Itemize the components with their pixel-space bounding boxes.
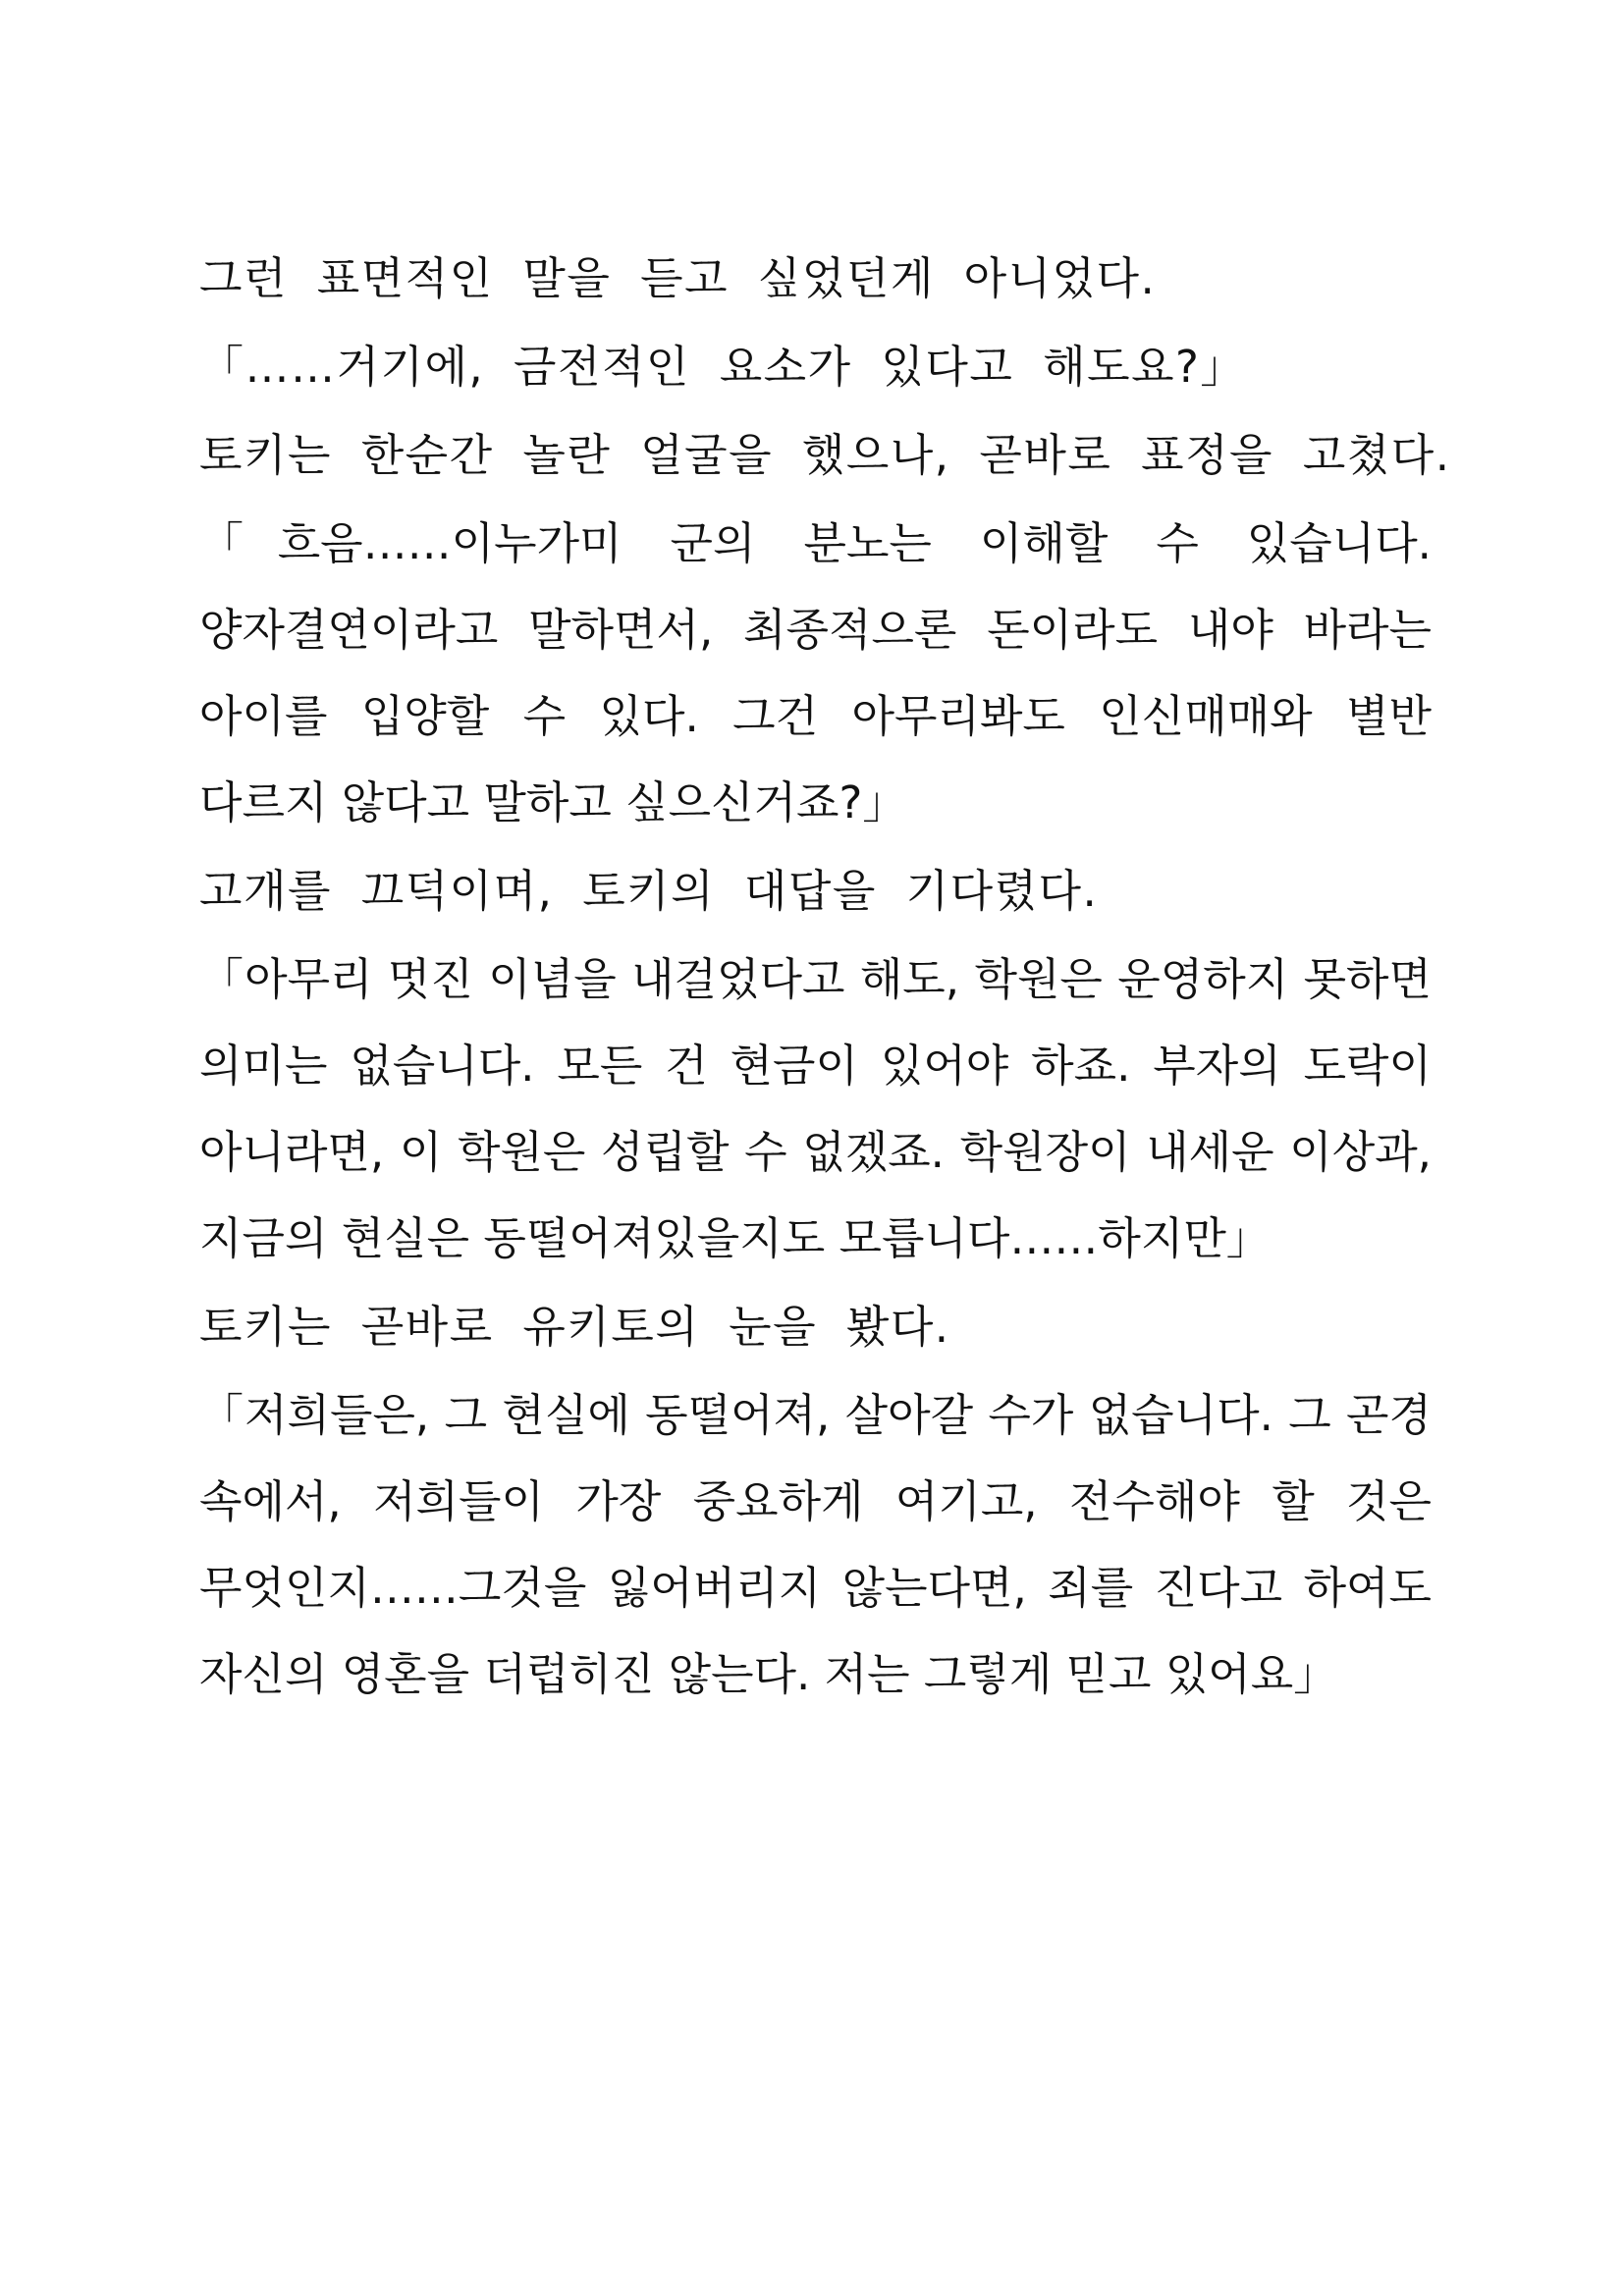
paragraph-8: 「저희들은, 그 현실에 동떨어져, 살아갈 수가 없습니다. 그 곤경 속에서, 저희들이 가장 중요하게 여기고, 전수해야 할 것은 무엇인지……그것을 잃어버리지 않는다면, 죄를 진다고 하여도 자신의 영혼을 더럽히진 않는다. 저는 그렇게 믿고 있어요」 (199, 1389, 1432, 1700)
paragraph-3: 토키는 한순간 놀란 얼굴을 했으나, 곧바로 표정을 고쳤다. (199, 429, 1451, 481)
paragraph-7: 토키는 곧바로 유키토의 눈을 봤다. (199, 1301, 950, 1353)
paragraph-4: 「흐음……이누가미 군의 분노는 이해할 수 있습니다. 양자결연이라고 말하면서, 최종적으론 돈이라도 내야 바라는 아이를 입양할 수 있다. 그건 아무리봐도 인신매매와 별반 다르지 않다고 말하고 싶으신거죠?」 (199, 517, 1432, 828)
paragraph-2: 「……거기에, 금전적인 요소가 있다고 해도요?」 (199, 341, 1246, 393)
body-text (199, 236, 1451, 1718)
paragraph-1: 그런 표면적인 말을 듣고 싶었던게 아니었다. (199, 252, 1157, 304)
paragraph-6: 「아무리 멋진 이념을 내걸었다고 해도, 학원은 운영하지 못하면 의미는 없습니다. 모든 건 현금이 있어야 하죠. 부자의 도락이 아니라면, 이 학원은 성립할 수 없겠죠. 학원장이 내세운 이상과, 지금의 현실은 동떨어져있을지도 모릅니다……하지만」 (199, 953, 1432, 1264)
paragraph-5: 고개를 끄덕이며, 토키의 대답을 기다렸다. (199, 865, 1099, 917)
